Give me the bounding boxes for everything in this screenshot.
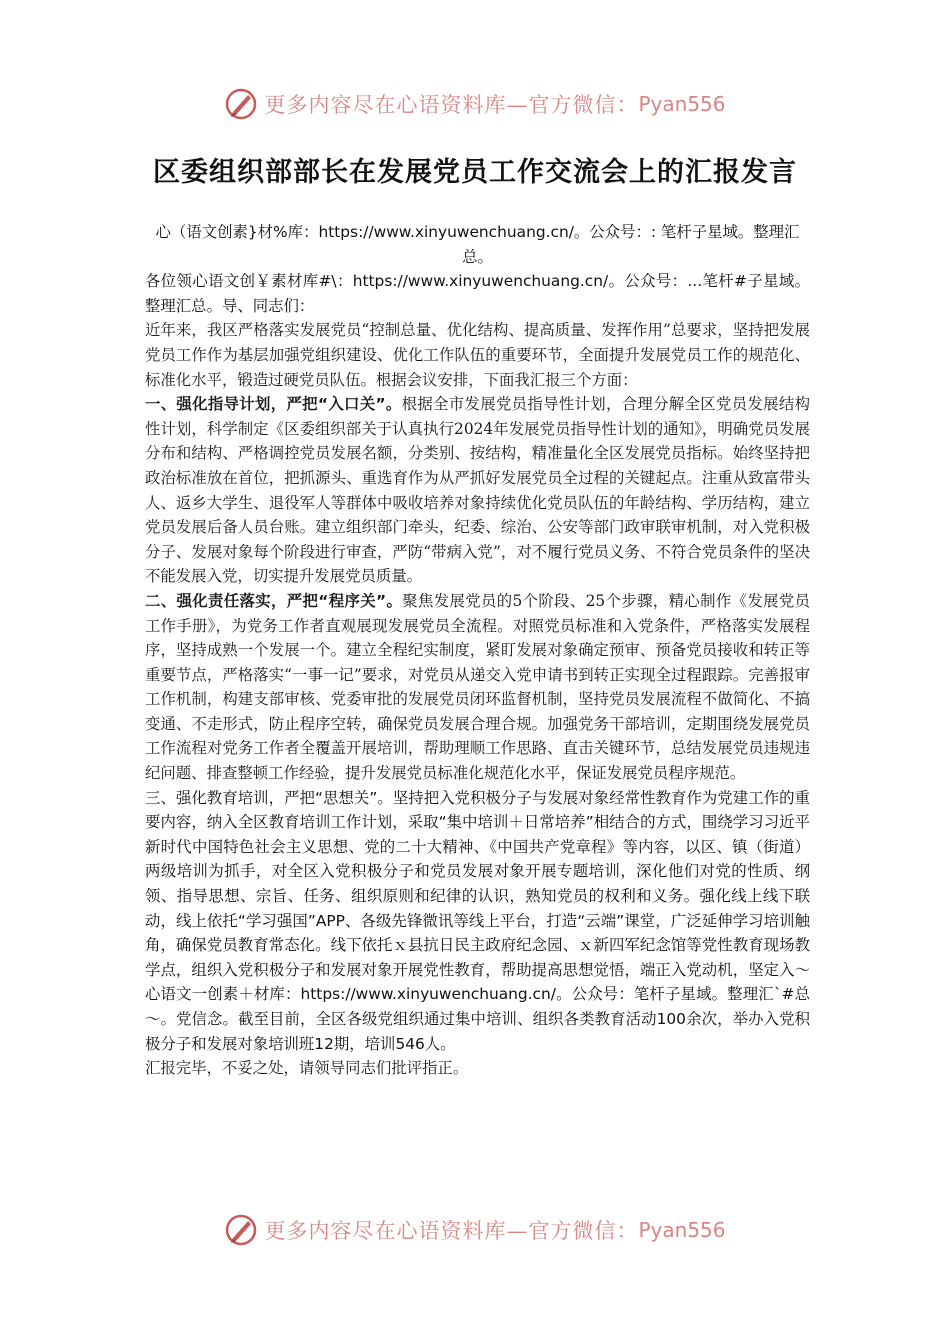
section-1-paragraph xyxy=(145,392,810,589)
header-banner xyxy=(0,80,950,128)
document-body xyxy=(145,220,810,1081)
pen-logo-icon xyxy=(224,87,258,121)
banner-text: 更多内容尽在心语资料库—官方微信： xyxy=(264,1219,639,1243)
section-1-heading: 一、强化指导计划，严把“入口关”。 xyxy=(145,395,402,414)
section-2-heading: 二、强化责任落实，严把“程序关”。 xyxy=(145,591,403,610)
section-3-paragraph: 三、强化教育培训，严把“思想关”。坚持把入党积极分子与发展对象经常性教育作为党建工作的重要内容，纳入全区教育培训工作计划，采取“集中培训＋日常培养”相结合的方式，围绕学习习近平新时代中国特色社会主义思想、党的二十大精神、《中国共产党章程》等内容，以区、镇（街道）两级培训为抓手，对全区入党积极分子和党员发展对象开展专题培训，深化他们对党的性质、纲领、指导思想、宗旨、任务、组织原则和纪律的认识，熟知党员的权利和义务。强化线上线下联动，线上依托“学习强国”APP、各级先锋微讯等线上平台，打造“云端”课堂，广泛延伸学习培训触角，确保党员教育常态化。线下依托ｘ县抗日民主政府纪念园、ｘ新四军纪念馆等党性教育现场教学点，组织入党积极分子和发展对象开展党性教育，帮助提高思想觉悟，端正入党动机，坚定入～心语文一创素＋材库：https://www.xinyuwenchuang.cn/。公众号：笔杆子星域。整理汇`#总～。党信念。截至目前，全区各级党组织通过集中培训、组织各类教育活动100余次，举办入党积极分子和发展对象培训班12期，培训546人。 xyxy=(145,788,810,1053)
pen-logo-icon xyxy=(224,1213,258,1247)
banner-wechat-id: Pyan556 xyxy=(638,1218,726,1242)
section-2-paragraph xyxy=(145,589,810,786)
section-1-body: 根据全市发展党员指导性计划，合理分解全区党员发展结构性计划，科学制定《区委组织部关于认真执行2024年发展党员指导性计划的通知》，明确党员发展分布和结构、严格调控党员发展名额，分类别、按结构，精准量化全区发展党员指标。始终坚持把政治标准放在首位，把抓源头、重选育作为从严抓好发展党员全过程的关键起点。注重从致富带头人、返乡大学生、退役军人等群体中吸收培养对象持续优化党员队伍的年龄结构、学历结构，建立党员发展后备人员台账。建立组织部门牵头，纪委、综治、公安等部门政审联审机制，对入党积极分子、发展对象每个阶段进行审查，严防“带病入党”，对不履行党员义务、不符合党员条件的坚决不能发展入党，切实提升发展党员质量。 xyxy=(145,395,810,586)
document-title: 区委组织部部长在发展党员工作交流会上的汇报发言 xyxy=(153,157,797,188)
closing-paragraph: 汇报完毕，不妥之处，请领导同志们批评指正。 xyxy=(145,1059,469,1078)
section-2-body: 聚焦发展党员的5个阶段、25个步骤，精心制作《发展党员工作手册》，为党务工作者直观展现发展党员全流程。对照党员标准和入党条件，严格落实发展程序，坚持成熟一个发展一个。建立全程纪实制度，紧盯发展对象确定预审、预备党员接收和转正等重要节点，严格落实“一事一记”要求，对党员从递交入党申请书到转正实现全过程跟踪。完善报审工作机制，构建支部审核、党委审批的发展党员闭环监督机制，坚持党员发展流程不做简化、不搞变通、不走形式，防止程序空转，确保党员发展合理合规。加强党务干部培训，定期围绕发展党员工作流程对党务工作者全覆盖开展培训，帮助理顺工作思路、直击关键环节，总结发展党员违规违纪问题、排查整顿工作经验，提升发展党员标准化规范化水平，保证发展党员程序规范。 xyxy=(145,591,810,783)
watermark-line-1: 心（语文创素}材%库：https://www.xinyuwenchuang.cn/。公众号：: 笔杆子星域。整理汇总。 xyxy=(155,223,800,266)
watermark-line-2: 各位领心语文创￥素材库#\：https://www.xinyuwenchuang.cn/。公众号：...笔杆#子星域。整理汇总。导、同志们： xyxy=(145,272,810,315)
banner-wechat-id: Pyan556 xyxy=(638,92,726,116)
footer-banner xyxy=(0,1206,950,1254)
intro-paragraph: 近年来，我区严格落实发展党员“控制总量、优化结构、提高质量、发挥作用”总要求，坚持把发展党员工作作为基层加强党组织建设、优化工作队伍的重要环节，全面提升发展党员工作的规范化、标准化水平，锻造过硬党员队伍。根据会议安排，下面我汇报三个方面： xyxy=(145,321,810,389)
banner-text: 更多内容尽在心语资料库—官方微信： xyxy=(264,93,639,117)
